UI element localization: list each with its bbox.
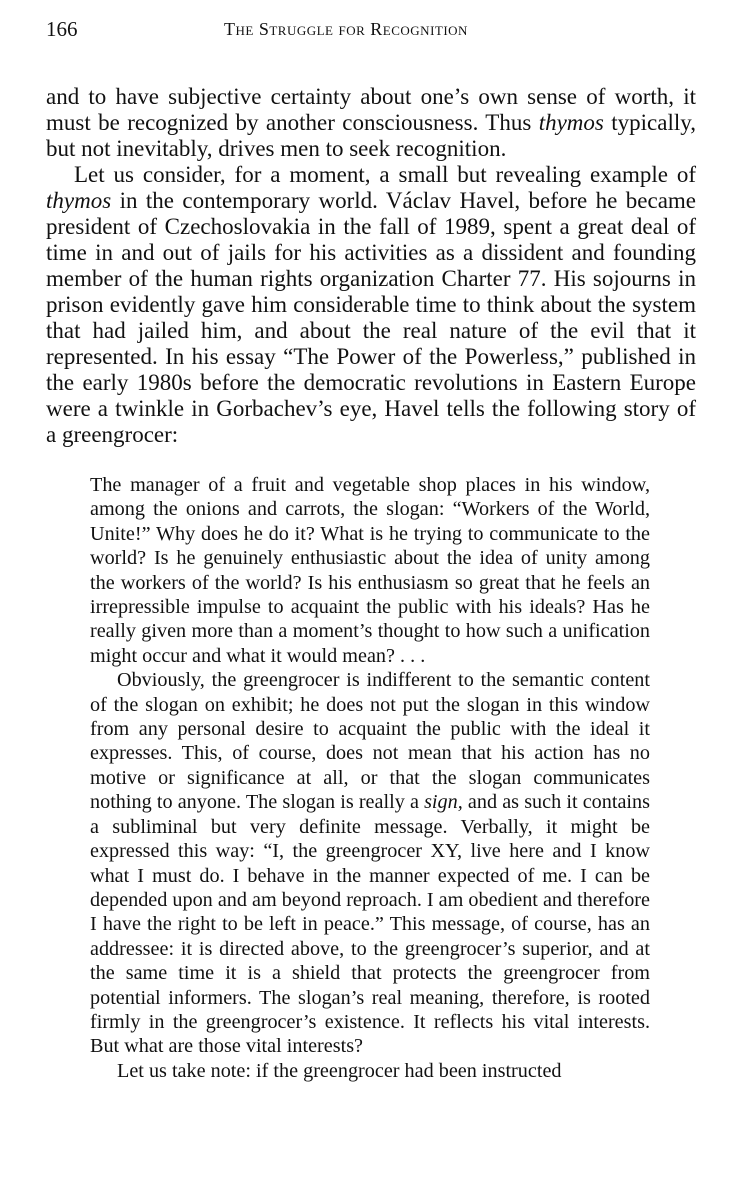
- page-number: 166: [46, 17, 78, 41]
- paragraph-havel: [46, 162, 696, 448]
- quote-text: Obviously, the greengrocer is indifferent to the semantic content of the slogan on exhibit; he does not put the slogan in this window from any personal desire to acquaint the public with the ideal it expresses. This, of course, does not mean that his action has no motive or significance at all, or that the slogan communicates nothing to anyone. The slogan is really a: [90, 669, 650, 814]
- emphasis-sign: sign,: [424, 791, 463, 814]
- running-head: The Struggle for Recognition: [224, 19, 468, 39]
- paragraph-text: and to have subjective certainty about one’s own sense of worth, it must be recognized by another consciousness. Thus: [46, 84, 696, 135]
- paragraph-text: Let us consider, for a moment, a small but revealing example of: [74, 162, 696, 187]
- paragraph-text: typically, but not inevitably, drives men to seek recognition.: [46, 110, 697, 161]
- quote-paragraph-2: [90, 668, 650, 1059]
- page-header: [46, 14, 696, 44]
- block-quote: [90, 473, 650, 1083]
- paragraph-text: in the contemporary world. Václav Havel, before he became president of Czechoslovakia in the fall of 1989, spent a great deal of time in and out of jails for his activities as a dissident and founding member of the human rights organization Charter 77. His sojourns in prison evidently gave him considerable time to think about the system that had jailed him, and about the real nature of the evil that it represented. In his essay “The Power of the Powerless,” published in the early 1980s before the democratic revolutions in Eastern Europe were a twinkle in Gorbachev’s eye, Havel tells the following story of a greengrocer:: [46, 188, 696, 447]
- paragraph-continuation: [46, 84, 696, 162]
- quote-paragraph-3: Let us take note: if the greengrocer had been instructed: [117, 1059, 562, 1082]
- body-text: [46, 84, 696, 448]
- quote-text: and as such it contains a subliminal but very definite message. Verbally, it might be expressed this way: “I, the greengrocer XY, live here and I know what I must do. I behave in the manner expected of me. I can be depended upon and am beyond reproach. I am obedient and therefore I have the right to be left in peace.” This message, of course, has an addressee: it is directed above, to the greengrocer’s superior, and at the same time it is a shield that protects the greengrocer from potential informers. The slogan’s real meaning, therefore, is rooted firmly in the greengrocer’s existence. It reflects his vital interests. But what are those vital interests?: [90, 791, 650, 1058]
- emphasis-thymos: thymos: [46, 188, 112, 213]
- emphasis-thymos: thymos: [538, 110, 604, 135]
- quote-paragraph-1: The manager of a fruit and vegetable shop places in his window, among the onions and carrots, the slogan: “Workers of the World, Unite!” Why does he do it? What is he trying to communicate to the world? Is he genuinely enthusiastic about the idea of unity among the workers of the world? Is his enthusiasm so great that he feels an irrepressible impulse to acquaint the public with his ideals? Has he really given more than a moment’s thought to how such a unification might occur and what it would mean? . . .: [90, 474, 650, 667]
